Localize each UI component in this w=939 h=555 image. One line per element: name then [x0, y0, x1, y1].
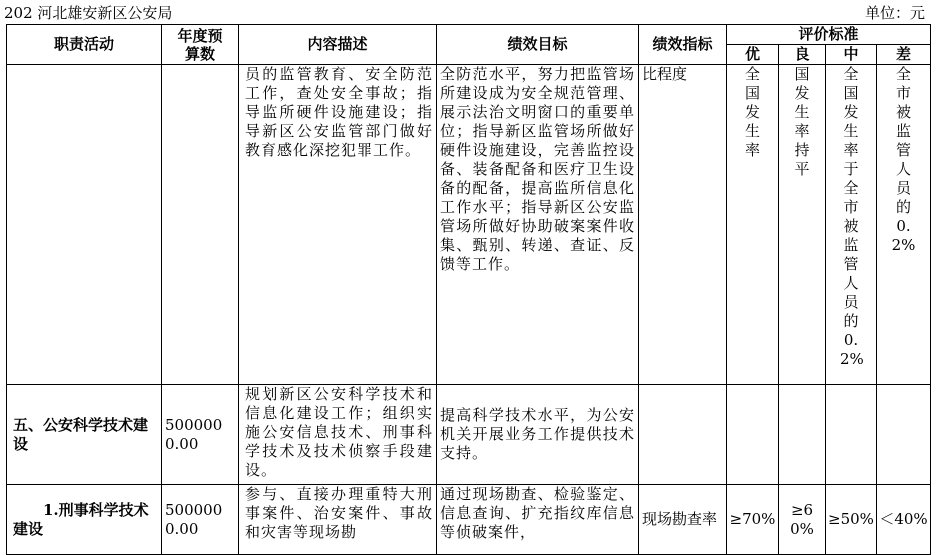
cell-excellent	[727, 385, 779, 485]
cell-content: 规划新区公安科学技术和信息化建设工作；组织实施公安信息技术、刑事科学技术及技术侦察手段建设。	[239, 385, 437, 485]
col-activity: 职责活动	[7, 25, 162, 65]
col-standard: 评价标准	[727, 25, 931, 45]
cell-activity	[7, 65, 162, 385]
cell-budget: 5000000.00	[162, 485, 239, 555]
table-row	[7, 485, 931, 555]
col-target: 绩效目标	[437, 25, 639, 65]
cell-poor	[877, 385, 931, 485]
table-row	[7, 385, 931, 485]
cell-target: 提高科学技术水平，为公安机关开展业务工作提供技术支持。	[437, 385, 639, 485]
organization-name: 202 河北雄安新区公安局	[4, 4, 173, 22]
col-good: 良	[779, 45, 826, 65]
currency-unit: 单位：元	[864, 4, 925, 22]
col-content: 内容描述	[239, 25, 437, 65]
cell-budget	[162, 65, 239, 385]
table-row	[7, 65, 931, 385]
cell-activity: 五、公安科学技术建设	[7, 385, 162, 485]
cell-poor: ＜40%	[877, 485, 931, 555]
col-poor: 差	[877, 45, 931, 65]
cell-content: 参与、直接办理重特大刑事案件、治安案件、事故和灾害等现场勘	[239, 485, 437, 555]
cell-good	[779, 385, 826, 485]
cell-medium	[826, 385, 877, 485]
cell-excellent: ≥70%	[727, 485, 779, 555]
col-indicator: 绩效指标	[639, 25, 727, 65]
cell-good: 国发生率持平	[779, 65, 826, 385]
cell-target: 全防范水平，努力把监管场所建设成为安全规范管理、展示法治文明窗口的重要单位；指导新区监管场所做好硬件设施建设，完善监控设备、装备配备和医疗卫生设备的配备，提高监所信息化工作水平；指导新区公安监管场所做好协助破案案件收集、甄别、转递、查证、反馈等工作。	[437, 65, 639, 385]
cell-poor: 全市被监管人员的0.2%	[877, 65, 931, 385]
col-excellent: 优	[727, 45, 779, 65]
col-budget: 年度预算数	[162, 25, 239, 65]
cell-medium: ≥50%	[826, 485, 877, 555]
cell-activity: 1.刑事科学技术建设	[7, 485, 162, 555]
cell-budget: 5000000.00	[162, 385, 239, 485]
cell-excellent: 全国发生率	[727, 65, 779, 385]
page-header	[0, 0, 939, 22]
col-medium: 中	[826, 45, 877, 65]
performance-table	[6, 24, 931, 555]
cell-indicator: 比程度	[639, 65, 727, 385]
cell-good: ≥60%	[779, 485, 826, 555]
cell-medium: 全国发生率于全市被监管人员的0.2%	[826, 65, 877, 385]
cell-indicator	[639, 385, 727, 485]
cell-content: 员的监管教育、安全防范工作，查处安全事故；指导监所硬件设施建设；指导新区公安监管部门做好教育感化深挖犯罪工作。	[239, 65, 437, 385]
cell-indicator: 现场勘查率	[639, 485, 727, 555]
cell-target: 通过现场勘查、检验鉴定、信息查询、扩充指纹库信息等侦破案件，	[437, 485, 639, 555]
